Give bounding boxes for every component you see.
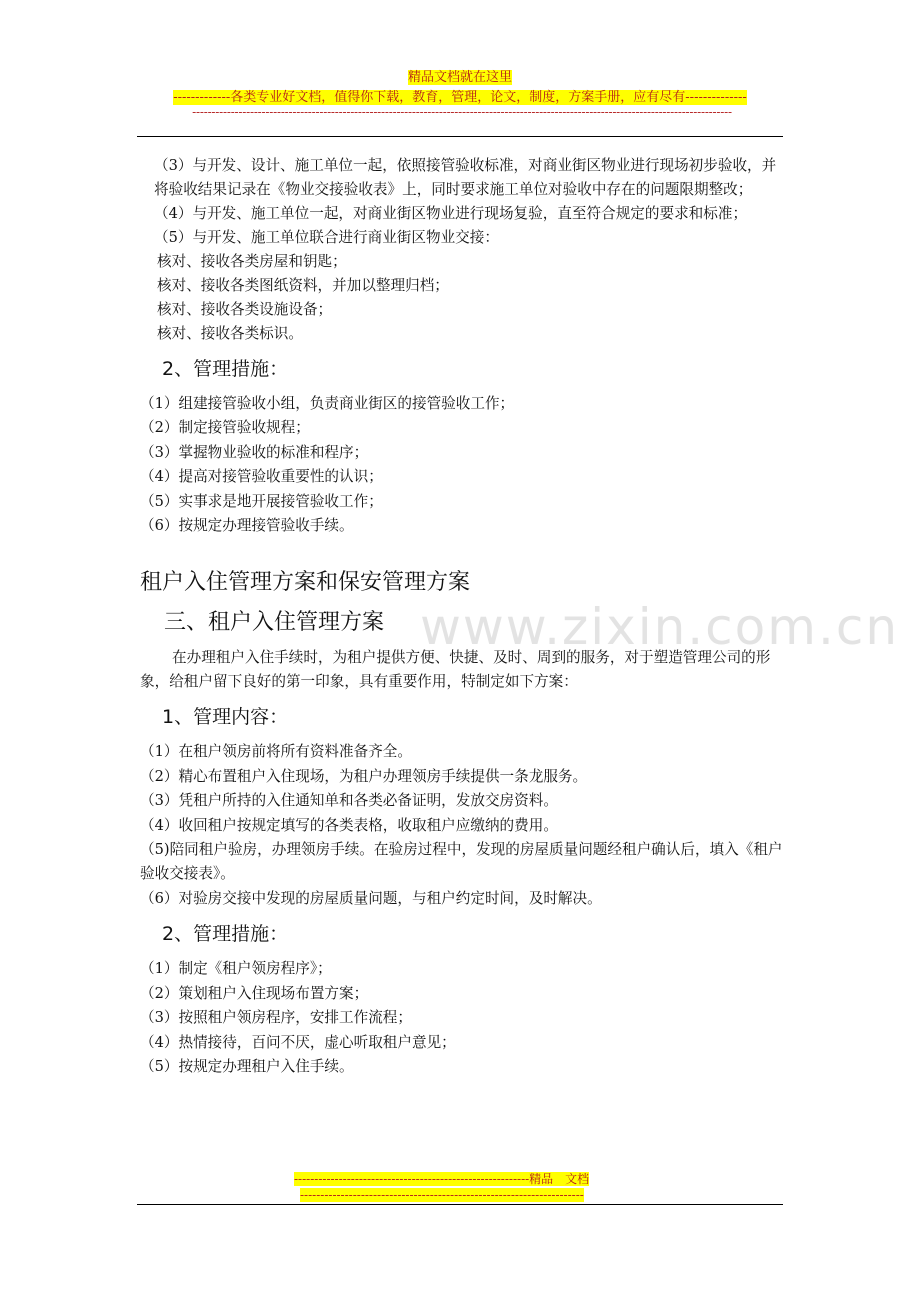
list-item: （1）组建接管验收小组，负责商业街区的接管验收工作；: [140, 395, 515, 412]
list-item: （4）提高对接管验收重要性的认识；: [140, 468, 383, 486]
list-item: （5）实事求是地开展接管验收工作；: [140, 492, 383, 510]
header-banner: -------------各类专业好文档，值得你下载，教育，管理，论文，制度，方案手册，应有尽有--------------: [173, 90, 747, 105]
measures-list: [140, 392, 784, 538]
check-item: 核对、接收各类房屋和钥匙；: [157, 253, 347, 270]
watermark: www.zixin.com.cn: [420, 598, 900, 656]
paragraph-step-3: （3）与开发、设计、施工单位一起，依照接管验收标准，对商业街区物业进行现场初步验收，并将验收结果记录在《物业交接验收表》上，同时要求施工单位对验收中存在的问题限期整改；: [154, 157, 777, 198]
list-item: （3）凭租户所持的入住通知单和各类必备证明，发放交房资料。: [140, 792, 558, 810]
header-title: 精品文档就在这里: [407, 70, 512, 85]
header-rule: [137, 136, 783, 137]
list-item: （2）策划租户入住现场布置方案；: [140, 984, 369, 1002]
check-item: 核对、接收各类设施设备；: [157, 301, 333, 318]
list-item: （1）在租户领房前将所有资料准备齐全。: [140, 743, 412, 761]
footer-banner: ----------------------------------------------------------精品 文档: [294, 1172, 590, 1186]
list-item: （3）按照租户领房程序，安排工作流程；: [140, 1009, 412, 1027]
measures-list: [140, 957, 784, 1079]
main-title: 租户入住管理方案和保安管理方案: [140, 570, 471, 596]
list-item: （4）收回租户按规定填写的各类表格，收取租户应缴纳的费用。: [140, 816, 558, 834]
header-dash-line: --------------------------------------------------------------------------------------------------------------------------------------------: [192, 105, 732, 119]
list-item: （2）制定接管验收规程；: [140, 419, 310, 437]
footer-dash-line: ----------------------------------------------------------------------: [300, 1188, 584, 1202]
paragraph-step-4: （4）与开发、施工单位一起，对商业街区物业进行现场复验，直至符合规定的要求和标准；: [154, 205, 748, 222]
list-item: （5)陪同租户验房，办理领房手续。在验房过程中，发现的房屋质量问题经租户确认后，填入《租户验收交接表》。: [140, 841, 783, 883]
list-item: （6）按规定办理接管验收手续。: [140, 517, 354, 535]
list-item: （2）精心布置租户入住现场，为租户办理领房手续提供一条龙服务。: [140, 767, 588, 785]
list-item: （4）热情接待，百问不厌，虚心听取租户意见；: [140, 1033, 456, 1051]
content-heading: 1、管理内容：: [162, 706, 289, 729]
list-item: （3）掌握物业验收的标准和程序；: [140, 443, 369, 461]
footer-rule: [137, 1204, 783, 1205]
document-body: [140, 154, 784, 1079]
intro-paragraph: 在办理租户入住手续时，为租户提供方便、快捷、及时、周到的服务，对于塑造管理公司的形象，给租户留下良好的第一印象，具有重要作用，特制定如下方案：: [140, 649, 771, 691]
measures-heading: 2、管理措施：: [162, 923, 289, 946]
list-item: （6）对验房交接中发现的房屋质量问题，与租户约定时间，及时解决。: [140, 889, 602, 907]
content-list: [140, 740, 784, 911]
section-heading: 三、租户入住管理方案: [164, 610, 385, 636]
list-item: （1）制定《租户领房程序》；: [140, 960, 332, 978]
list-item: （5）按规定办理租户入住手续。: [140, 1057, 354, 1075]
measures-heading: 2、管理措施：: [162, 358, 289, 380]
paragraph-step-5: （5）与开发、施工单位联合进行商业街区物业交接：: [154, 229, 499, 246]
check-item: 核对、接收各类标识。: [157, 325, 303, 342]
check-item: 核对、接收各类图纸资料，并加以整理归档；: [157, 277, 449, 294]
